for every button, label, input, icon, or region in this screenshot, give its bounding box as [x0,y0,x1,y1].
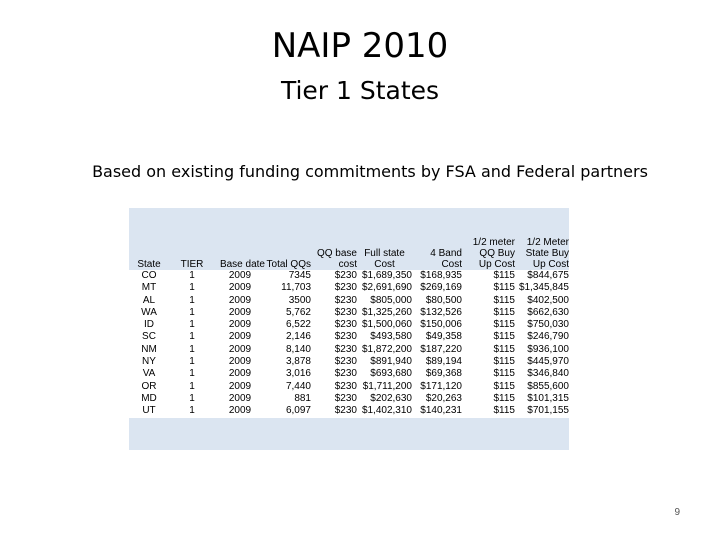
cell-state-buy-up: $936,100 [527,343,569,355]
cell-qq-base-cost: $230 [334,392,357,404]
cell-qq-base-cost: $230 [334,343,357,355]
cell-qq-buy-up: $115 [493,356,515,368]
cell-qq-buy-up: $115 [493,343,515,355]
cell-qq-base-cost: $230 [334,380,357,392]
header-half-meter-state-buyup: 1/2 Meter State Buy Up Cost [525,237,569,270]
cell-total-qqs: 3,878 [285,356,311,368]
header-total-qqs: Total QQs [266,259,311,270]
cell-base-date: 2009 [228,380,252,392]
cell-full-state-cost: $2,691,690 [361,282,412,294]
cell-qq-base-cost: $230 [334,319,357,331]
cell-state-buy-up: $402,500 [527,294,569,306]
cell-base-date: 2009 [228,368,252,380]
cell-qq-base-cost: $230 [334,405,357,417]
cell-qq-base-cost: $230 [334,331,357,343]
cell-state: NM [141,343,157,355]
cell-total-qqs: 7,440 [285,380,311,392]
table-row [129,331,569,343]
table-row [129,393,569,405]
cell-state: MT [141,282,157,294]
cell-state-buy-up: $101,315 [527,392,569,404]
cell-full-state-cost: $1,711,200 [362,380,412,392]
cell-tier: 1 [189,356,195,368]
table-row [129,368,569,380]
cell-state: UT [142,405,156,417]
cell-total-qqs: 8,140 [285,343,311,355]
cell-state: NY [142,356,156,368]
cell-tier: 1 [189,282,195,294]
cell-total-qqs: 881 [294,392,311,404]
cell-total-qqs: 11,703 [281,282,311,294]
cell-state: OR [141,380,157,392]
table-row [129,356,569,368]
header-qq-base-cost: QQ base cost [316,248,357,270]
cell-state: CO [141,270,157,281]
cell-total-qqs: 3,016 [285,368,311,380]
cell-qq-buy-up: $115 [493,380,515,392]
cell-state-buy-up: $750,030 [527,319,569,331]
cell-4band-cost: $89,194 [425,356,462,368]
cell-tier: 1 [189,405,195,417]
cell-4band-cost: $168,935 [420,270,462,281]
cell-full-state-cost: $1,689,350 [361,270,412,281]
cell-qq-base-cost: $230 [334,294,357,306]
cell-base-date: 2009 [228,331,252,343]
cell-tier: 1 [189,368,195,380]
cell-total-qqs: 6,097 [285,405,311,417]
cell-qq-buy-up: $115 [493,368,515,380]
cell-state-buy-up: $844,675 [527,270,569,281]
table-row [129,381,569,393]
cell-tier: 1 [189,319,195,331]
cell-qq-buy-up: $115 [493,405,515,417]
cell-base-date: 2009 [228,356,252,368]
cell-4band-cost: $69,368 [425,368,462,380]
cell-base-date: 2009 [228,319,252,331]
cell-base-date: 2009 [228,270,252,281]
cell-base-date: 2009 [228,282,252,294]
cell-tier: 1 [189,294,195,306]
cell-state: ID [144,319,154,331]
cell-base-date: 2009 [228,294,252,306]
header-tier: TIER [180,259,204,270]
cell-full-state-cost: $805,000 [370,294,412,306]
cost-table-container [129,208,569,450]
cell-base-date: 2009 [228,405,252,417]
table-row [129,405,569,417]
cell-state: SC [142,331,156,343]
cell-base-date: 2009 [228,343,252,355]
cell-full-state-cost: $1,500,060 [361,319,412,331]
cell-state: WA [141,306,157,318]
cell-full-state-cost: $493,580 [370,331,412,343]
cell-tier: 1 [189,331,195,343]
cell-4band-cost: $269,169 [420,282,462,294]
cell-state: MD [141,392,157,404]
cell-qq-buy-up: $115 [493,331,515,343]
header-half-meter-qq-buyup: 1/2 meter QQ Buy Up Cost [472,237,515,270]
header-4band-cost: 4 Band Cost [430,248,462,270]
cell-full-state-cost: $693,680 [370,368,412,380]
cost-table [129,208,569,418]
cell-tier: 1 [189,306,195,318]
cell-qq-buy-up: $115 [493,306,515,318]
table-row [129,319,569,331]
cell-4band-cost: $132,526 [420,306,462,318]
cell-qq-buy-up: $115 [493,270,515,281]
cell-base-date: 2009 [228,392,252,404]
table-row [129,270,569,282]
cell-total-qqs: 7345 [288,270,311,281]
table-row [129,282,569,294]
cell-qq-buy-up: $115 [493,282,515,294]
cell-tier: 1 [189,392,195,404]
cell-state-buy-up: $1,345,845 [518,282,569,294]
cell-tier: 1 [189,270,195,281]
cell-4band-cost: $49,358 [425,331,462,343]
cell-qq-buy-up: $115 [493,319,515,331]
cell-qq-buy-up: $115 [493,294,515,306]
cell-4band-cost: $187,220 [420,343,462,355]
table-row [129,307,569,319]
cell-4band-cost: $150,006 [420,319,462,331]
table-header-row [129,208,569,270]
cell-4band-cost: $140,231 [420,405,462,417]
cell-full-state-cost: $1,325,260 [361,306,412,318]
slide-subtitle: Tier 1 States [280,76,440,105]
slide-caption: Based on existing funding commitments by FSA and Federal partners [92,162,648,181]
slide-title: NAIP 2010 [271,26,449,66]
cell-4band-cost: $20,263 [425,392,462,404]
page-number: 9 [674,507,680,518]
header-full-state-cost: Full state Cost [364,248,405,270]
cell-state-buy-up: $246,790 [527,331,569,343]
cell-total-qqs: 2,146 [285,331,311,343]
cell-qq-base-cost: $230 [334,356,357,368]
cell-total-qqs: 3500 [288,294,311,306]
cell-base-date: 2009 [228,306,252,318]
cell-full-state-cost: $202,630 [370,392,412,404]
cell-4band-cost: $80,500 [425,294,462,306]
header-base-date: Base date [219,259,265,270]
cell-state: AL [142,294,156,306]
cell-state-buy-up: $701,155 [527,405,569,417]
table-row [129,295,569,307]
cell-tier: 1 [189,343,195,355]
cell-state: VA [142,368,156,380]
cell-tier: 1 [189,380,195,392]
cell-state-buy-up: $662,630 [527,306,569,318]
cell-total-qqs: 6,522 [285,319,311,331]
cell-qq-base-cost: $230 [334,368,357,380]
cell-state-buy-up: $346,840 [527,368,569,380]
cell-full-state-cost: $1,872,200 [361,343,412,355]
header-state: State [137,259,161,270]
cell-qq-base-cost: $230 [334,306,357,318]
cell-qq-base-cost: $230 [334,282,357,294]
cell-4band-cost: $171,120 [420,380,462,392]
cell-state-buy-up: $445,970 [527,356,569,368]
cell-full-state-cost: $1,402,310 [361,405,412,417]
cell-total-qqs: 5,762 [285,306,311,318]
cell-full-state-cost: $891,940 [370,356,412,368]
cell-qq-buy-up: $115 [493,392,515,404]
cell-state-buy-up: $855,600 [527,380,569,392]
cell-qq-base-cost: $230 [334,270,357,281]
table-row [129,344,569,356]
